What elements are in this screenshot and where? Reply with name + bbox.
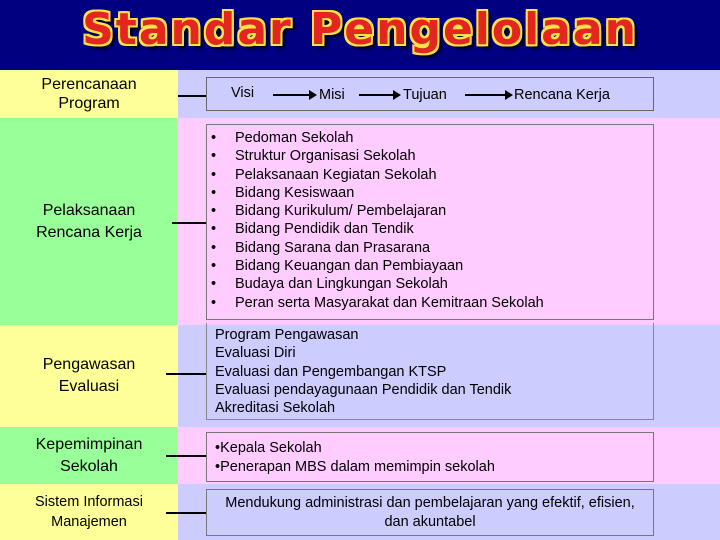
list-pengawasan <box>207 323 653 417</box>
list-item: Evaluasi Diri <box>215 345 296 362</box>
list-item: • Budaya dan Lingkungan Sekolah <box>207 275 653 293</box>
list-item: Akreditasi Sekolah <box>215 400 336 417</box>
flow-tujuan: Tujuan <box>403 87 447 103</box>
list-box-kepemimpinan <box>206 432 654 482</box>
list-kepemimpinan <box>207 433 653 476</box>
bullet-icon: • <box>215 458 221 475</box>
list-box-pelaksanaan <box>206 124 654 320</box>
bullet-icon: • <box>215 440 221 456</box>
list-item: • Pedoman Sekolah <box>207 129 653 147</box>
list-item: • Bidang Kurikulum/ Pembelajaran <box>207 202 653 220</box>
list-box-pengawasan <box>206 323 654 420</box>
row-label-pengawasan: Pengawasan Evaluasi <box>0 325 178 427</box>
list-item: Kepala Sekolah <box>220 440 322 456</box>
list-item: Evaluasi pendayagunaan Pendidik dan Tendik <box>215 381 512 398</box>
row-label-kepemimpinan: Kepemimpinan Sekolah <box>0 427 178 484</box>
connector-perencanaan <box>178 95 206 97</box>
flow-visi: Visi <box>231 85 255 101</box>
list-item: • Bidang Sarana dan Prasarana <box>207 239 653 257</box>
list-item: • Bidang Pendidik dan Tendik <box>207 220 653 238</box>
list-item: • Pelaksanaan Kegiatan Sekolah <box>207 166 653 184</box>
list-item: • Bidang Kesiswaan <box>207 184 653 202</box>
connector-sim <box>166 512 206 514</box>
flow-rencana-kerja: Rencana Kerja <box>514 87 610 103</box>
flow-box <box>206 77 654 111</box>
list-pelaksanaan <box>207 125 653 312</box>
list-item: Penerapan MBS dalam memimpin sekolah <box>220 458 495 475</box>
arrow-icon <box>359 94 399 96</box>
row-label-perencanaan: Perencanaan Program <box>0 70 178 118</box>
sim-description: Mendukung administrasi dan pembelajaran yang efektif, efisien, dan akuntabel <box>225 495 635 530</box>
row-label-sim: Sistem Informasi Manajemen <box>0 484 178 540</box>
list-item: Program Pengawasan <box>215 327 359 343</box>
connector-pelaksanaan <box>172 222 206 224</box>
flow-misi: Misi <box>319 87 345 103</box>
row-label-pelaksanaan: Pelaksanaan Rencana Kerja <box>0 118 178 325</box>
list-item: Evaluasi dan Pengembangan KTSP <box>215 363 447 380</box>
list-item: • Bidang Keuangan dan Pembiayaan <box>207 257 653 275</box>
list-item: • Peran serta Masyarakat dan Kemitraan Sekolah <box>207 294 653 312</box>
list-item: • Struktur Organisasi Sekolah <box>207 147 653 165</box>
arrow-icon <box>465 94 511 96</box>
text-box-sim <box>206 489 654 536</box>
connector-kepemimpinan <box>166 455 206 457</box>
arrow-icon <box>273 94 315 96</box>
connector-pengawasan <box>166 373 206 375</box>
page-title: Standar Pengelolaan <box>82 4 638 55</box>
